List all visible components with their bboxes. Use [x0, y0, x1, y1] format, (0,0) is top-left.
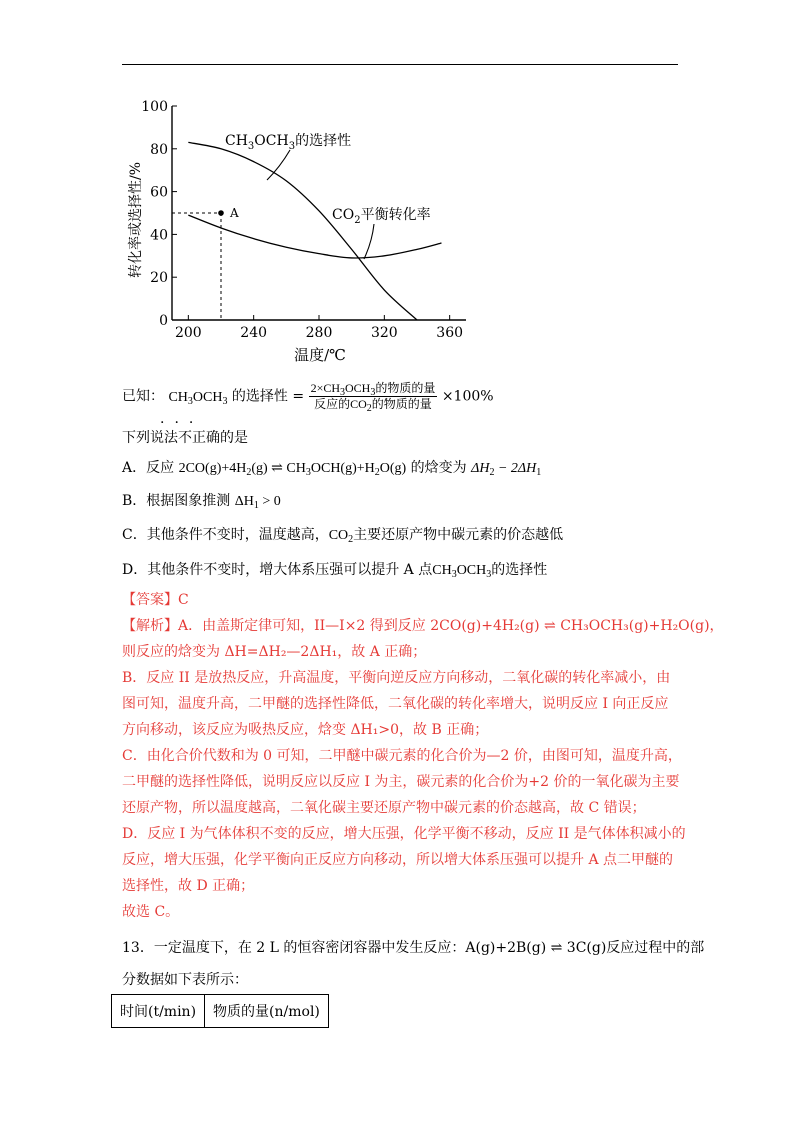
- question-stem: 下列说法不正确的是: [122, 430, 248, 446]
- y-tick-label: 20: [150, 270, 168, 287]
- analysis-line: 选择性，故 D 正确；: [122, 878, 255, 894]
- analysis-line: 【解析】A．由盖斯定律可知，II—I×2 得到反应 2CO(g)+4H₂(g) ⇌ CH₃OCH₃(g)+H₂O(g)，: [122, 618, 724, 634]
- selectivity-curve: [188, 142, 417, 320]
- table-header-amount: 物质的量(n/mol): [205, 995, 329, 1028]
- analysis-line: 方向移动，该反应为吸热反应，焓变 ΔH₁>0，故 B 正确；: [122, 722, 489, 738]
- selectivity-annotation: $CH_3OCH_3$的选择性: [225, 133, 352, 152]
- analysis-line: 二甲醚的选择性降低，说明反应以反应 I 为主，碳元素的化合价为+2 价的一氧化碳为主要: [122, 774, 680, 790]
- answer: 【答案】C: [122, 592, 189, 608]
- analysis-line: C．由化合价代数和为 0 可知，二甲醚中碳元素的化合价为—2 价，由图可知，温度升高，: [122, 748, 682, 764]
- y-tick-label: 60: [150, 184, 168, 201]
- co2-leader: [364, 224, 374, 259]
- dme-formula: $CH_3OCH_3$: [168, 389, 228, 407]
- y-tick-label: 100: [141, 99, 168, 115]
- analysis-line: B．反应 II 是放热反应，升高温度，平衡向逆反应方向移动，二氧化碳的转化率减小，由: [122, 670, 671, 686]
- option-c: C．其他条件不变时，温度越高，$CO_2$主要还原产物中碳元素的价态越低: [122, 527, 564, 545]
- question-13-line-1: 13．一定温度下，在 2 L 的恒容密闭容器中发生反应：A(g)+2B(g) ⇌ 3C(g)反应过程中的部: [122, 940, 705, 956]
- y-tick-label: 80: [150, 141, 168, 158]
- header-rule: [122, 64, 678, 65]
- analysis-line: 还原产物，所以温度越高，二氧化碳主要还原产物中碳元素的价态越高，故 C 错误；: [122, 800, 646, 816]
- question-13-line-2: 分数据如下表所示：: [122, 972, 248, 988]
- point-a-label: A: [230, 206, 239, 220]
- analysis-line: D．反应 I 为气体体积不变的反应，增大压强，化学平衡不移动，反应 II 是气体体积减小的: [122, 826, 686, 842]
- option-a: A．反应 $2CO(g)+4H_2(g)$ ⇌ $CH_3OCH(g)+H_2O(g)$ 的焓变为 $\Delta H_2 - 2\Delta H_1$: [122, 460, 542, 478]
- y-axis-label: 转化率或选择性/%: [128, 161, 144, 279]
- x-tick-label: 200: [174, 325, 202, 341]
- analysis-line: 反应，增大压强，化学平衡向正反应方向移动，所以增大体系压强可以提升 A 点二甲醚的: [122, 852, 674, 868]
- y-tick-label: 40: [150, 227, 168, 244]
- option-d: D．其他条件不变时，增大体系压强可以提升 A 点$CH_3OCH_3$的选择性: [122, 562, 548, 580]
- y-tick-label: 0: [159, 313, 168, 329]
- equilibrium-chart: [120, 92, 480, 367]
- table-header-time: 时间(t/min): [112, 995, 205, 1028]
- x-tick-label: 280: [305, 325, 333, 341]
- analysis-line: 则反应的焓变为 ΔH=ΔH₂—2ΔH₁，故 A 正确；: [122, 644, 427, 660]
- x-tick-label: 360: [436, 325, 464, 341]
- point-a: [218, 210, 224, 216]
- emphasis-dots: ···: [160, 415, 204, 431]
- x-tick-label: 320: [370, 325, 398, 341]
- analysis-line: 图可知，温度升高，二甲醚的选择性降低，二氧化碳的转化率增大，说明反应 I 向正反应: [122, 696, 669, 712]
- table-row: [112, 995, 329, 1028]
- x-tick-label: 240: [240, 325, 268, 341]
- known-definition: 已知： $CH_3OCH_3$ 的选择性 = $\frac{2\times CH_3OCH_3的物质的量}{反应的CO_2的物质的量}$ ×100%: [122, 381, 494, 414]
- x-axis-label: 温度/℃: [294, 346, 346, 364]
- option-b: B．根据图象推测 $\Delta H_1 > 0$: [122, 493, 281, 511]
- selectivity-fraction: $\frac{2\times CH_3OCH_3的物质的量}{反应的CO_2的物质的量}$: [310, 381, 436, 414]
- co2-annotation: $CO_2$平衡转化率: [332, 207, 431, 226]
- analysis-line: 故选 C。: [122, 904, 180, 920]
- data-table: [111, 994, 329, 1028]
